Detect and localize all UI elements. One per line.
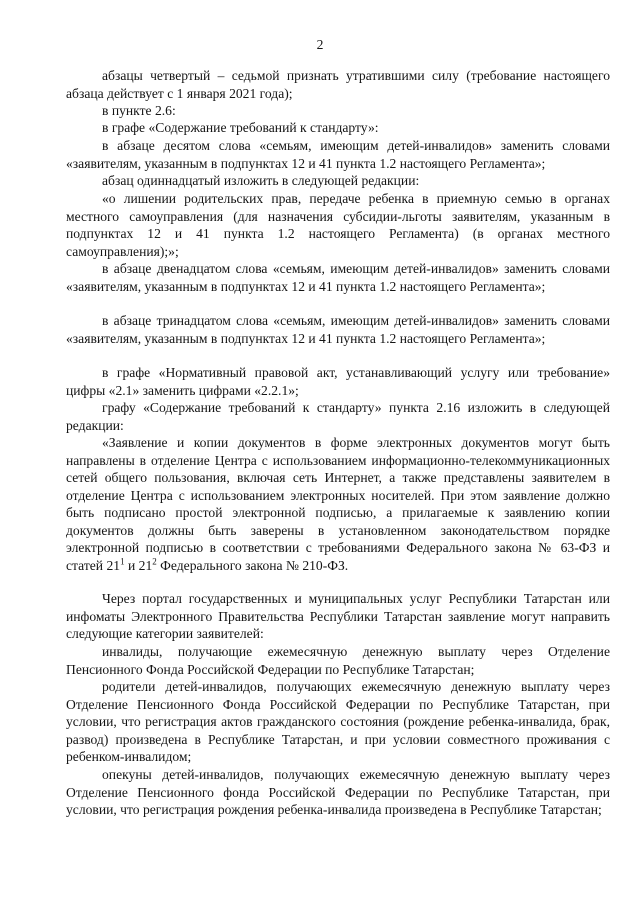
paragraph-14: опекуны детей-инвалидов, получающих ежемесячную денежную выплату через Отделение Пенсионного фонда Российской Федерации по Республике Татарстан, при условии, что регистрация рождения ребенка-инвалида произведена в Республике Татарстан; [66, 767, 610, 817]
quote-text-middle: и 21 [124, 557, 153, 573]
page-number: 2 [316, 37, 324, 52]
paragraph-4: в абзаце десятом слова «семьям, имеющим детей-инвалидов» заменить словами «заявителям, указанным в подпунктах 12 и 41 пункта 1.2 настоящего Регламента»; [66, 138, 610, 171]
paragraph-7: в абзаце двенадцатом слова «семьям, имеющим детей-инвалидов» заменить словами «заявителям, указанным в подпунктах 12 и 41 пункта 1.2 настоящего Регламента»; [66, 261, 610, 294]
paragraph-6: «о лишении родительских прав, передаче ребенка в приемную семью в органах местного самоуправления (для назначения субсидии-льготы заявителям, указанным в подпунктах 12 и 41 пункта 1.2 настоящего Регламента) (в органах местного самоуправления);»; [66, 191, 610, 259]
paragraph-9: в графе «Нормативный правовой акт, устанавливающий услугу или требование» цифры «2.1» заменить цифрами «2.2.1»; [66, 365, 610, 398]
paragraph-1: абзацы четвертый – седьмой признать утратившими силу (требование настоящего абзаца действует с 1 января 2021 года); [66, 68, 610, 101]
paragraph-5: абзац одиннадцатый изложить в следующей редакции: [102, 173, 420, 188]
paragraph-12: инвалиды, получающие ежемесячную денежную выплату через Отделение Пенсионного Фонда Российской Федерации по Республике Татарстан; [66, 644, 610, 677]
quote-paragraph [66, 434, 610, 574]
quote-text-before: «Заявление и копии документов в форме электронных документов могут быть направлены в отделение Центра с использованием информационно-телекоммуникационных сетей общего пользования, включая сеть Интернет, а также представлены заявителем в отделение Центра с использованием электронных носителей. При этом заявление должно быть подписано простой электронной подписью, а прилагаемые к заявлению копии документов должны быть заверены в установленном законодательством порядке электронной подписью в соответствии с требованиями Федерального закона № 63-ФЗ и статей 21 [66, 435, 610, 573]
paragraph-10: графу «Содержание требований к стандарту» пункта 2.16 изложить в следующей редакции: [66, 400, 610, 433]
superscript-1: 1 [120, 555, 125, 566]
quote-text-after: Федерального закона № 210-ФЗ. [156, 557, 349, 573]
paragraph-2: в пункте 2.6: [102, 103, 176, 118]
paragraph-3: в графе «Содержание требований к стандарту»: [102, 120, 379, 135]
paragraph-13: родители детей-инвалидов, получающих ежемесячную денежную выплату через Отделение Пенсионного Фонда Российской Федерации по Республике Татарстан, при условии, что регистрация актов гражданского состояния (рождение ребенка-инвалида, брак, развод) произведена в Республике Татарстан, и при условии совместного проживания с ребенком-инвалидом; [66, 679, 610, 764]
paragraph-8: в абзаце тринадцатом слова «семьям, имеющим детей-инвалидов» заменить словами «заявителям, указанным в подпунктах 12 и 41 пункта 1.2 настоящего Регламента»; [66, 313, 610, 346]
paragraph-11: Через портал государственных и муниципальных услуг Республики Татарстан или инфоматы Электронного Правительства Республики Татарстан заявление могут направить следующие категории заявителей: [66, 591, 610, 641]
superscript-2: 2 [152, 555, 157, 566]
